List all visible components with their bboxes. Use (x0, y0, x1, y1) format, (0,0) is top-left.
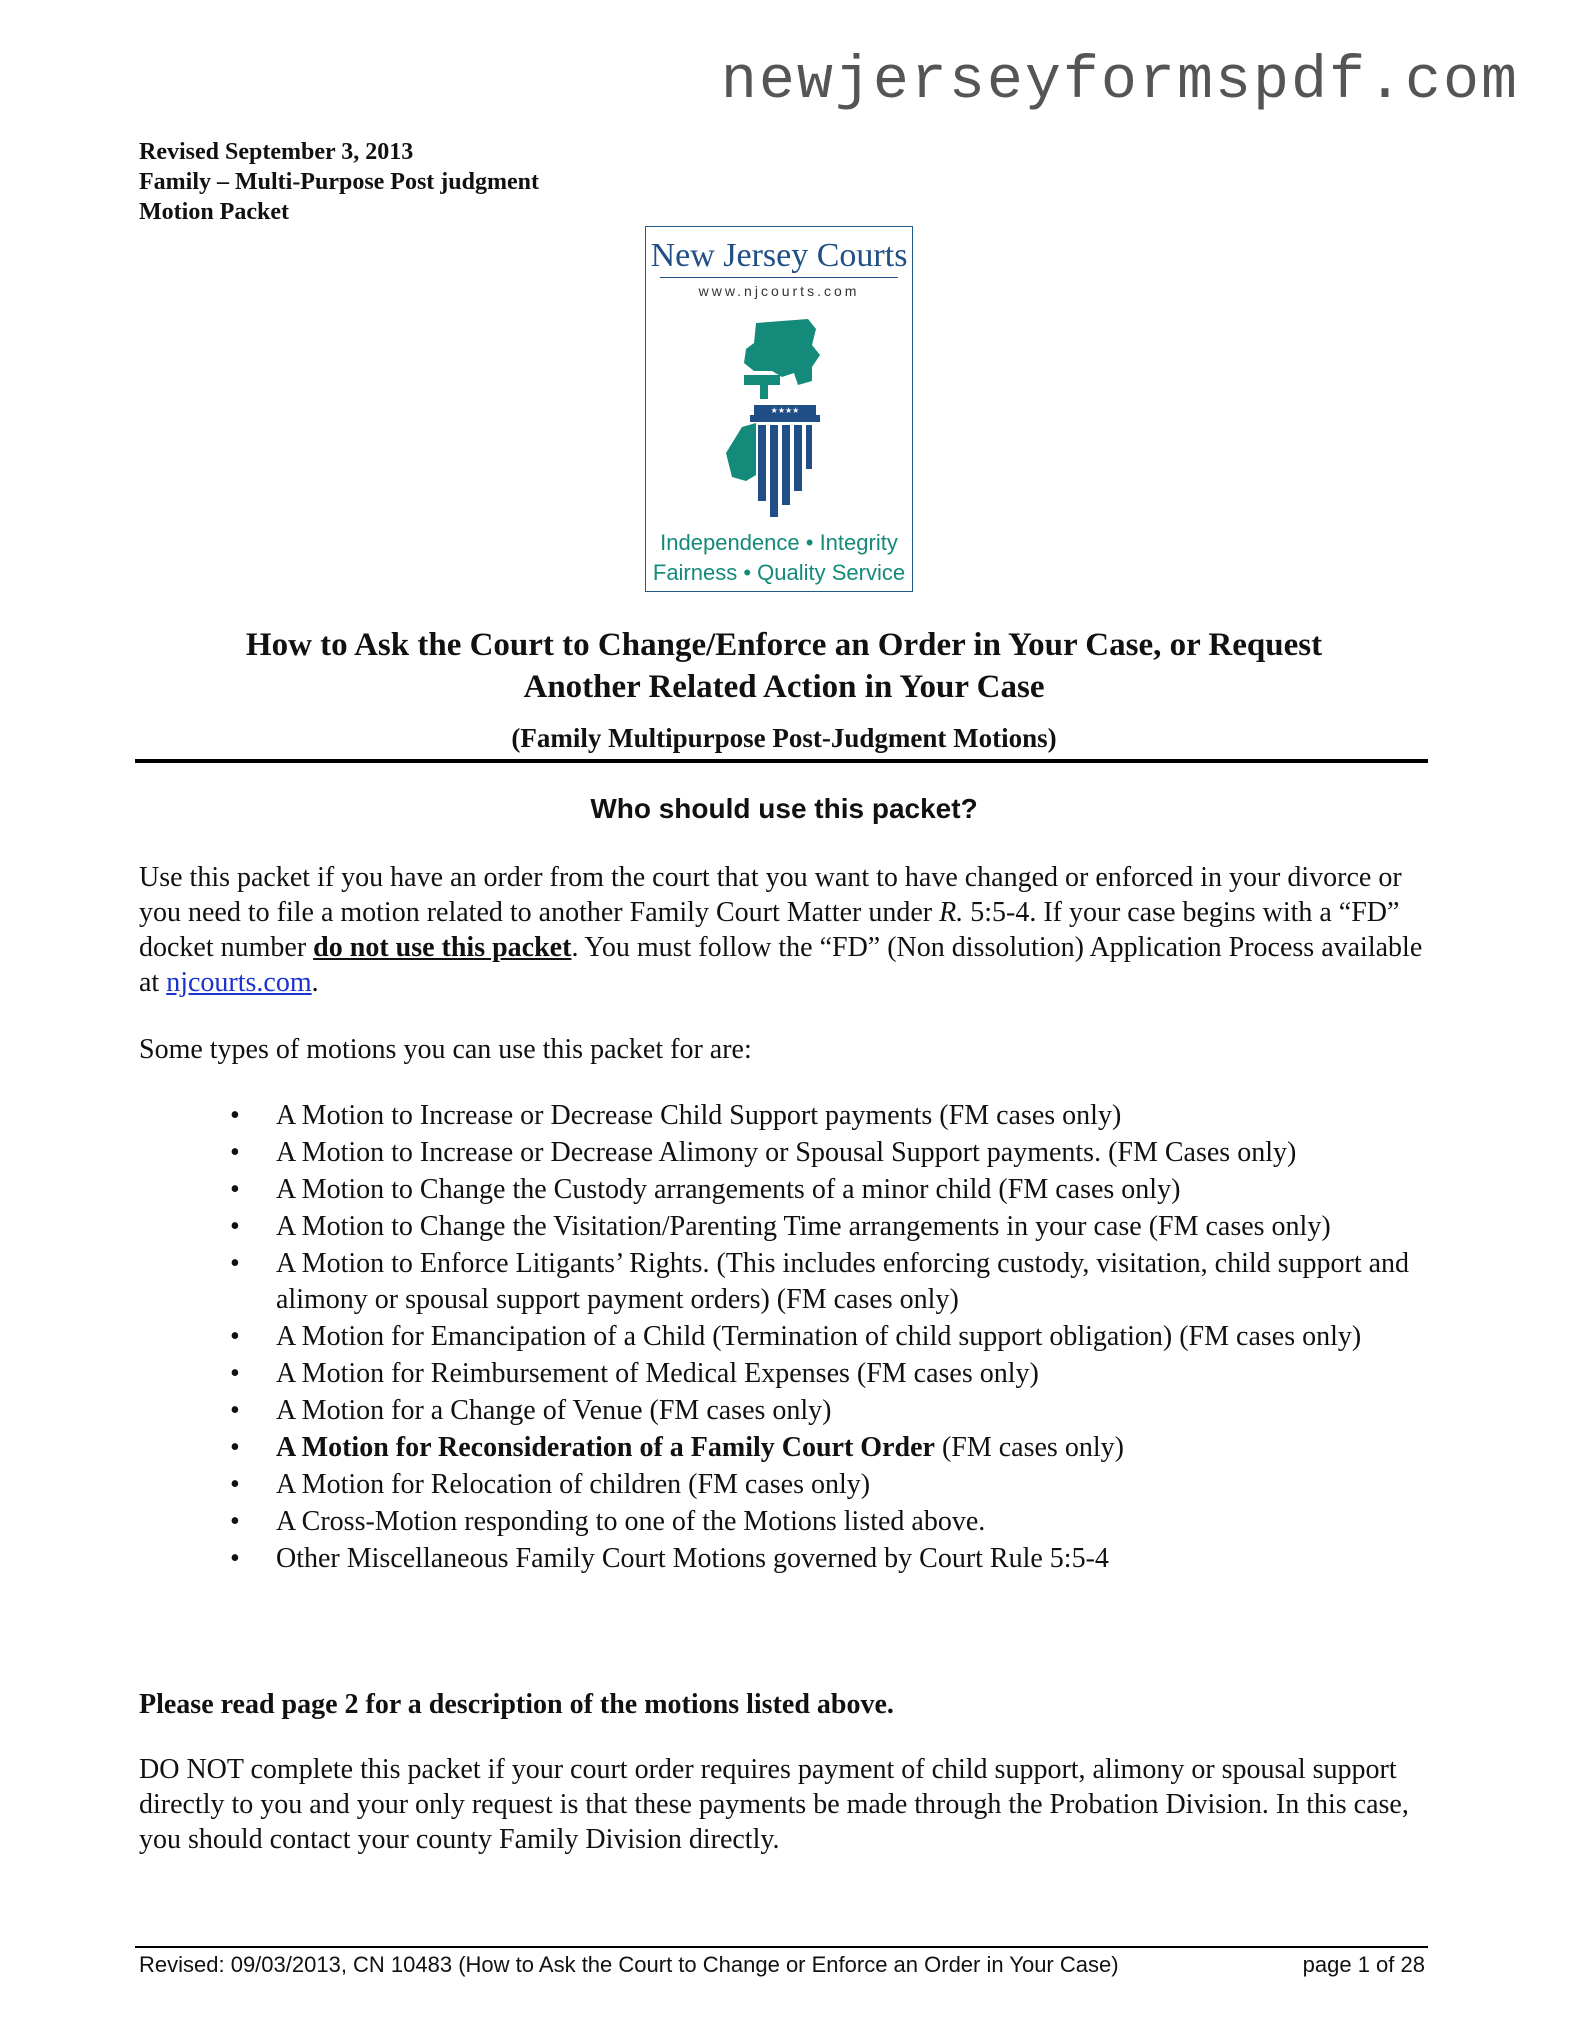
motion-text: A Motion to Change the Custody arrangements of a minor child (FM cases only) (276, 1174, 1181, 1205)
revision-date: Revised September 3, 2013 (139, 139, 414, 165)
motion-list-item (0, 1356, 1416, 1392)
motion-list-item (0, 1209, 1416, 1245)
watermark-text: newjerseyformspdf.com (720, 48, 1519, 116)
bullet-icon: • (230, 1248, 240, 1279)
motion-list-item (0, 1393, 1416, 1429)
motion-list-item (0, 1430, 1416, 1466)
svg-text:★★★★: ★★★★ (770, 406, 800, 415)
motion-list-item (0, 1135, 1416, 1171)
nj-courts-logo (645, 226, 913, 592)
bullet-icon: • (230, 1506, 240, 1537)
footer-revision: Revised: 09/03/2013, CN 10483 (How to Ask the Court to Change or Enforce an Order in Your Case) (139, 1952, 1119, 1977)
motion-bold-text: A Motion for Reconsideration of a Family Court Order (276, 1432, 935, 1463)
packet-category: Family – Multi-Purpose Post judgment (139, 169, 539, 195)
njcourts-link[interactable]: njcourts.com (166, 967, 312, 998)
document-subtitle: (Family Multipurpose Post-Judgment Motions) (511, 723, 1057, 753)
motion-list-item (0, 1541, 1416, 1577)
bullet-icon: • (230, 1137, 240, 1168)
bullet-icon: • (230, 1100, 240, 1131)
revision-header (139, 137, 539, 227)
bullet-icon: • (230, 1469, 240, 1500)
do-not-use-emphasis: do not use this packet (313, 932, 572, 963)
motion-list-item (0, 1319, 1416, 1355)
logo-tagline-2: Fairness • Quality Service (652, 560, 906, 585)
bullet-icon: • (230, 1395, 240, 1426)
bullet-icon: • (230, 1432, 240, 1463)
intro-text-2: 5:5-4. If your case begins with a “FD” docket number (139, 897, 1400, 963)
motion-text: A Cross-Motion responding to one of the Motions listed above. (276, 1506, 986, 1537)
page-number: page 1 of 28 (1302, 1952, 1425, 1977)
motion-text: (FM cases only) (934, 1432, 1124, 1463)
motion-text: Other Miscellaneous Family Court Motions governed by Court Rule 5:5-4 (276, 1543, 1109, 1574)
logo-tagline-1: Independence • Integrity (660, 530, 898, 555)
bullet-icon: • (230, 1174, 240, 1205)
nj-state-pillar-icon (716, 315, 844, 527)
motion-text: A Motion for a Change of Venue (FM cases only) (276, 1395, 832, 1426)
section-heading: Who should use this packet? (590, 793, 978, 824)
title-line-2: Another Related Action in Your Case (523, 669, 1045, 705)
intro-text-3: . You must follow the “FD” (Non dissolution) Application Process available at (139, 932, 1423, 998)
motion-text: A Motion to Increase or Decrease Child Support payments (FM cases only) (276, 1100, 1122, 1131)
motion-list-item (0, 1098, 1416, 1134)
packet-name: Motion Packet (139, 199, 289, 225)
motion-types-intro: Some types of motions you can use this packet for are: (139, 1034, 752, 1065)
bullet-icon: • (230, 1358, 240, 1389)
intro-text-1: Use this packet if you have an order from the court that you want to have changed or enforced in your divorce or you need to file a motion related to another Family Court Matter under (139, 862, 1402, 928)
motion-list-item (0, 1504, 1416, 1540)
logo-url: www.njcourts.com (698, 283, 860, 299)
title-line-1: How to Ask the Court to Change/Enforce an Order in Your Case, or Request (245, 627, 1323, 663)
bullet-icon: • (230, 1211, 240, 1242)
title-divider (135, 759, 1428, 763)
motion-text: A Motion for Emancipation of a Child (Termination of child support obligation) (FM cases only) (276, 1321, 1362, 1352)
motion-text: A Motion for Reimbursement of Medical Expenses (FM cases only) (276, 1358, 1039, 1389)
do-not-complete-warning: DO NOT complete this packet if your court order requires payment of child support, alimony or spousal support directly to you and your only request is that these payments be made through the Probation Division. In this case, you should contact your county Family Division directly. (139, 1754, 1409, 1855)
motion-list-item (0, 1467, 1416, 1503)
logo-rule (660, 277, 898, 278)
logo-title: New Jersey Courts (650, 237, 908, 274)
motion-types-list (0, 1098, 1450, 1578)
document-title (139, 624, 1429, 708)
intro-text-4: . (311, 967, 319, 998)
read-page-2-note: Please read page 2 for a description of the motions listed above. (139, 1689, 894, 1720)
bullet-icon: • (230, 1321, 240, 1352)
motion-text: A Motion to Increase or Decrease Alimony or Spousal Support payments. (FM Cases only) (276, 1137, 1297, 1168)
intro-paragraph (139, 860, 1439, 1000)
motion-list-item (0, 1172, 1416, 1208)
bullet-icon: • (230, 1543, 240, 1574)
motion-list-item (0, 1246, 1416, 1318)
motion-text: A Motion to Change the Visitation/Parenting Time arrangements in your case (FM cases only) (276, 1211, 1331, 1242)
footer-divider (135, 1946, 1428, 1948)
motion-text: A Motion to Enforce Litigants’ Rights. (This includes enforcing custody, visitation, child support and alimony or spousal support payment orders) (FM cases only) (276, 1248, 1410, 1315)
rule-reference: R. (939, 897, 964, 928)
motion-text: A Motion for Relocation of children (FM cases only) (276, 1469, 871, 1500)
